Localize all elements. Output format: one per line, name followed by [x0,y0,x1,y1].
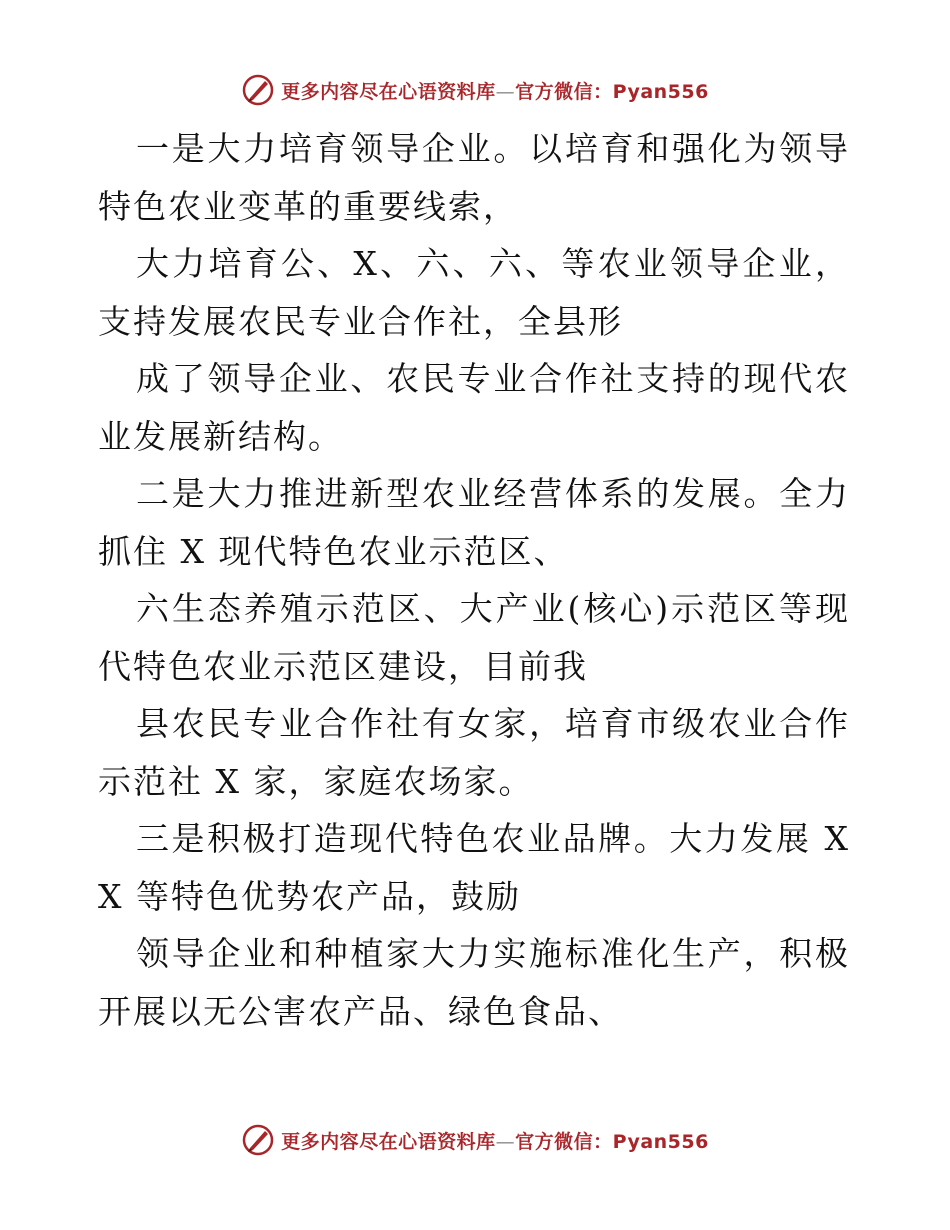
paragraph: 大力培育公、X、六、六、等农业领导企业，支持发展农民专业合作社，全县形 [98,244,850,341]
paragraph: 六生态养殖示范区、大产业(核心)示范区等现代特色农业示范区建设，目前我 [98,589,850,686]
banner-text [281,77,709,104]
banner-wechat-id: Pyan556 [612,1130,709,1153]
paragraph: 二是大力推进新型农业经营体系的发展。全力抓住 X 现代特色农业示范区、 [98,474,850,571]
footer-banner [0,1120,950,1160]
banner-wechat-label: 官方微信： [515,80,613,103]
banner-dash: — [495,1130,516,1153]
banner-dash: — [495,80,516,103]
paragraph: 一是大力培育领导企业。以培育和强化为领导特色农业变革的重要线索， [98,129,850,226]
header-banner [0,70,950,110]
banner-site-text: 更多内容尽在心语资料库 [281,1130,496,1153]
banner-site-text: 更多内容尽在心语资料库 [281,80,496,103]
banner-wechat-id: Pyan556 [612,80,709,103]
paragraph: 三是积极打造现代特色农业品牌。大力发展 XX 等特色优势农产品，鼓励 [98,819,850,916]
quill-pen-icon [241,73,275,107]
paragraph: 成了领导企业、农民专业合作社支持的现代农业发展新结构。 [98,359,850,456]
quill-pen-icon [241,1123,275,1157]
paragraph: 领导企业和种植家大力实施标准化生产，积极开展以无公害农产品、绿色食品、 [98,934,850,1031]
banner-wechat-label: 官方微信： [515,1130,613,1153]
banner-text [281,1127,709,1154]
document-body [98,120,850,1040]
paragraph: 县农民专业合作社有女家，培育市级农业合作示范社 X 家，家庭农场家。 [98,704,850,801]
